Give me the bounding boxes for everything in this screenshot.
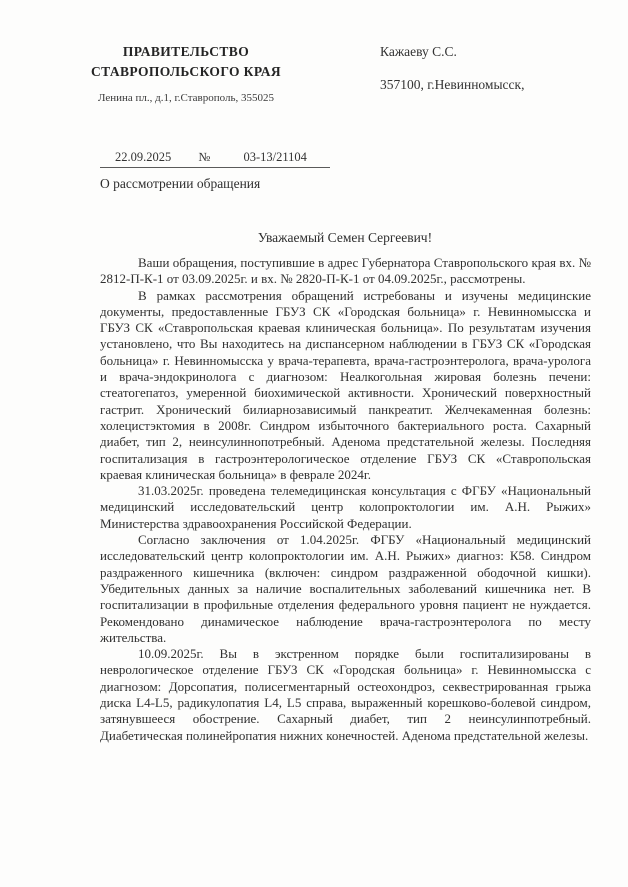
salutation: Уважаемый Семен Сергеевич! <box>257 230 433 245</box>
recipient-block <box>380 44 524 93</box>
org-name-line1: ПРАВИТЕЛЬСТВО <box>122 44 250 59</box>
body-paragraph: В рамках рассмотрения обращений истребованы и изучены медицинские документы, предоставленные ГБУЗ СК «Городская больница» г. Невинномысска и ГБУЗ СК «Ставропольская краевая клиническая больница». По результатам изучения установлено, что Вы находитесь на диспансерном наблюдении в ГБУЗ СК «Городская больница» г. Невинномысска у врача-терапевта, врача-гастроэнтеролога, врача-уролога и врача-эндокринолога с диагнозом: Неалкогольная жировая болезнь печени: стеатогепатоз, умеренной биохимической активности. Хронический поверхностный гастрит. Хронический билиарнозависимый панкреатит. Желчекаменная болезнь: холецистэктомия в 2008г. Синдром избыточного бактериального роста. Сахарный диабет, тип 2, неинсулиннопотребный. Аденома предстательной железы. Последняя госпитализация в гастроэнтерологическое отделение ГБУЗ СК «Ставропольская краевая клиническая больница» в феврале 2024г. <box>100 287 591 482</box>
reference-date: 22.09.2025 <box>115 150 172 164</box>
letter-body <box>100 255 591 744</box>
body-paragraph: Согласно заключения от 1.04.2025г. ФГБУ «Национальный медицинский исследовательский центр колопроктологии им. А.Н. Рыжих» диагноз: К58. Синдром раздраженного кишечника (включен: синдром раздраженной ободочной кишки). Убедительных данных за наличие воспалительных заболеваний кишечника нет. В госпитализации в профильные отделения федерального уровня пациент не нуждается. Рекомендовано динамическое наблюдение врача-гастроэнтеролога по месту жительства. <box>100 532 591 645</box>
body-paragraph: 31.03.2025г. проведена телемедицинская консультация с ФГБУ «Национальный медицинский исследовательский центр колопроктологии им. А.Н. Рыжих» Министерства здравоохранения Российской Федерации. <box>100 483 591 531</box>
reference-number: 03-13/21104 <box>243 150 307 164</box>
org-address: Ленина пл., д.1, г.Ставрополь, 355025 <box>97 92 274 104</box>
reference-line <box>100 150 330 168</box>
org-name <box>90 42 282 82</box>
recipient-address: 357100, г.Невинномысск, <box>380 77 525 92</box>
body-paragraph: 10.09.2025г. Вы в экстренном порядке были госпитализированы в неврологическое отделение ГБУЗ СК «Городская больница» г. Невинномысска с диагнозом: Дорсопатия, полисегментарный остеохондроз, секвестрированная грыжа диска L4-L5, радикулопатия L4, L5 справа, выраженный корешково-болевой синдром, затянувшееся обострение. Сахарный диабет, тип 2 неинсулинпотребный. Диабетическая полинейропатия нижних конечностей. Аденома предстательной железы. <box>100 646 591 743</box>
body-paragraph: Ваши обращения, поступившие в адрес Губернатора Ставропольского края вх. № 2812-П-К-1 от 03.09.2025г. и вх. № 2820-П-К-1 от 04.09.2025г., рассмотрены. <box>100 255 591 287</box>
recipient-name: Кажаеву С.С. <box>380 44 457 59</box>
subject-line: О рассмотрении обращения <box>100 176 261 191</box>
letterhead <box>90 42 282 104</box>
reference-number-sign: № <box>198 150 211 164</box>
org-name-line2: СТАВРОПОЛЬСКОГО КРАЯ <box>90 64 282 79</box>
